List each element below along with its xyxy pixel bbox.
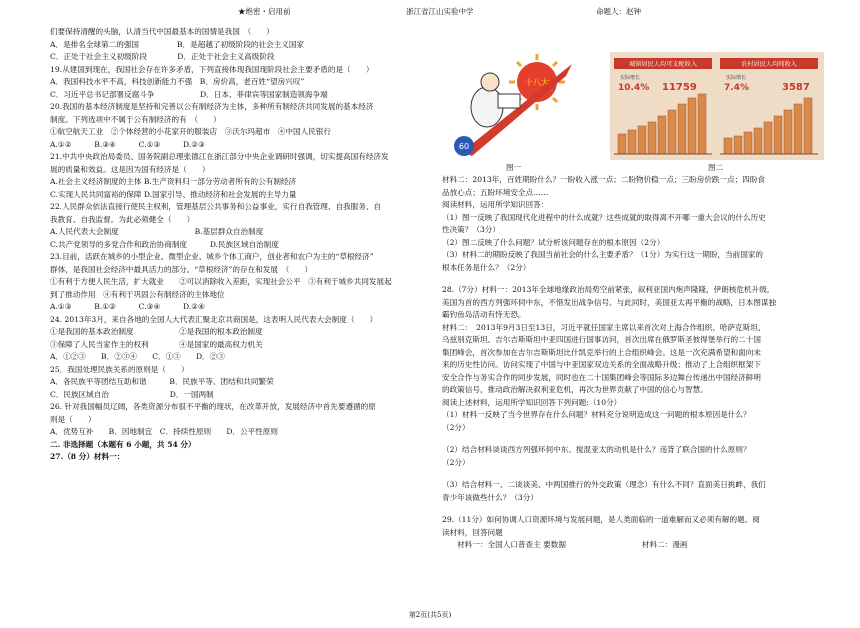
text-line: （1）图一反映了我国现代化进程中的什么成就？这些成就的取得离不开哪一重大会议的什么历史 [442,212,766,222]
text-line: 29.（11分）如何协调人口资源环境与发展问题，是人类面临的一道难解而又必须有解的题。阅 [442,515,760,524]
text-line: A.①② B.③④ C.①③ D.②③ [50,139,205,149]
text-line: 青少年该做些什么？（3分） [442,492,538,502]
figure1-caption: 图一 [506,163,522,172]
text-line: 则是（ ） [50,414,96,424]
text-line: （3）材料二的期盼反映了我国当前社会的什么主要矛盾？（1分）为实行这一期盼，当前国家的 [442,250,764,259]
text-line: 霸钓鱼岛活动有恃无恐。 [442,310,526,319]
text-line: 20.我国的基本经济制度是坚持和完善以公有制经济为主体，多种所有制经济共同发展的基本经济 [50,102,374,111]
text-line: 25．我国处理民族关系的原则是（ ） [50,364,189,374]
text-line: 材料一：全国人口普查主 要数据 材料二：漫画 [442,540,688,549]
text-line: A.人民代表大会制度 B.基层群众自治制度 [50,227,264,236]
text-line: A．各民族平等团结互助和谐 B．民族平等、团结和共同繁荣 [50,377,274,386]
text-line: 材料二： 2013年9月3日至13日，习近平就任国家主席以来首次对上海合作组织、哈萨克斯坦、 [442,322,766,332]
author-label: 命题人：赵钟 [596,7,641,16]
text-line: 安全合作与务实合作的同步发展，同时也在二十国集团峰会等国际多边舞台传递出中国经济鲜明 [442,372,761,382]
text-line: 乌兹别克斯坦、吉尔吉斯斯坦中亚四国进行国事访问，首次出席在俄罗斯圣彼得堡举行的二十国 [442,335,761,344]
text-line: C．正处于社会主义初级阶段 D．正处于社会主义高级阶段 [50,52,275,61]
text-line: 展的质量和效益。这是因为国有经济是（ ） [50,164,210,174]
text-line: C.实现人民共同富裕的保障 D.国家引导、推动经济和社会发展的主导力量 [50,189,297,199]
q29-lines [442,514,822,552]
text-line: 我教育、自我监督。为此必须健全（ ） [50,214,195,224]
text-line: 美国为首的西方列强环伺中东，不惜发出战争信号。与此同时，美国亚太再平衡的战略，日本图谋独 [442,297,777,307]
rural-value: 3587 [782,82,810,93]
page-footer: 第2页(共5页) [408,611,452,619]
text-line: A.社会主义经济制度的主体 B.生产资料归一部分劳动者所有的公有制经济 [50,177,297,186]
text-line: 19.从建国到现在，我国社会存在许多矛盾，下列直接体现我国现阶段社会主要矛盾的是（ ） [50,64,374,74]
text-line: 22.人民群众依法直接行使民主权利，管理基层公共事务和公益事业，实行自我管理、自我服务、自 [50,202,382,211]
figure-income-chart [610,52,824,160]
text-line: （3）结合材料一、二谈谈美、中两国推行的外交政策（理念）有什么不同？直面美日挑衅，我们 [442,480,766,489]
rural-growth-label: 实际增长 [726,75,747,81]
text-line: 们要保持清醒的头脑，认清当代中国最基本的国情是我国 （ ） [50,27,275,36]
text-line: 来的历史性访问。访问实现了中国与中亚国家双边关系的全面战略升级；推动了上合组织框架下 [442,360,761,369]
text-line: ①有利于方便人民生活，扩大就业 ②可以消除收入差距，实现社会公平 ③有利于城乡共同发展起 [50,277,392,286]
text-line: C.共产党领导的多党合作和政治协商制度 D.民族区域自治制度 [50,239,279,249]
text-line: （2分） [442,422,470,432]
text-line: 阅读材料，运用所学知识回答： [442,200,549,209]
text-line: A．①②③ B．②③④ C．①③ D．②③ [50,352,225,361]
right-column [442,174,822,552]
urban-growth-label: 实际增长 [620,75,641,81]
text-line: 材料二：2013年，百姓期盼什么？一盼收入涨一点；二盼物价稳一点；三盼房价跌一点；四盼食 [442,175,766,184]
text-line: （2）图二反映了什么问题？试分析该问题存在的根本原因（2分） [442,237,665,247]
rural-title: 农村居民人均纯收入 [741,61,797,68]
flag-label: 十八大 [525,78,549,87]
text-line: 的政策信号，推动政治解决叙利亚危机，再次为世界贡献了中国的信心与智慧。 [442,385,708,394]
school-name: 浙江省江山实验中学 [406,7,474,16]
q28-part3-lines [442,479,822,504]
left-question-lines [50,26,430,439]
q27-title: 27.（8 分）材料一： [50,452,125,461]
text-line: 21.中共中央政治局委员、国务院副总理张德江在浙江部分中央企业调研时强调，切实提高国有经济发 [50,152,389,161]
text-line: 23.目前，活跃在城乡的小型企业、微型企业、城乡个体工商户，创业者和农户为主的“草根经济” [50,252,374,261]
text-line: 根本任务是什么？（2分） [442,262,531,272]
section-title: 二. 非选择题（本题有 6 小题，共 54 分） [50,439,196,449]
left-column [50,26,430,464]
figure-cartoon [442,52,592,160]
text-line: 28.（7分）材料一：2013年全球地缘政治局势空前紧张，叙利亚国内炮声隆隆，伊朗核危机升级， [442,285,775,294]
text-line: 群体，是我国社会经济中最具活力的部分。“草根经济”的存在和发展 （ ） [50,264,313,274]
figure2-caption: 图二 [708,163,724,172]
text-line: 读材料，回答问题 [442,527,503,537]
text-line: 24. 2013年3月，来自各地的全国人大代表汇聚北京共商国是，这表明人民代表大会制度（ ） [50,314,378,324]
text-line: A．我国科技水平不高，科技创新能力不强 B．房价高，老百姓“望房兴叹” [50,77,305,86]
text-line: 性决策？（3分） [442,225,500,234]
q28-part2-lines [442,444,822,469]
text-line: A．优势互补 B．因地制宜 C．持续性原则 D．公平性原则 [50,427,278,436]
text-line: 26. 针对我国幅员辽阔，各类资源分布很不平衡的现状，在改革开放，发展经济中首先要遵循的原 [50,402,376,411]
text-line: C．民族区域自治 D．一国两制 [50,389,214,399]
text-line: ①是我国的基本政治制度 ②是我国的根本政治制度 [50,327,263,336]
text-line: A．是排名全球第二的强国 B．是超越了初级阶段的社会主义国家 [50,39,305,49]
text-line: 阅读上述材料，运用所学知识回答下列问题:（10分） [442,397,622,407]
text-line: A.①③ B.①② C.③④ D.②④ [50,302,205,311]
text-line: 品放心点；五盼环境安全点…… [442,187,549,197]
rural-growth: 7.4% [724,83,749,93]
urban-title: 城镇居民人均可支配收入 [628,61,698,68]
text-line: 制度。下列选项中不属于公有制经济的有 （ ） [50,114,221,124]
q27-material-lines [442,174,822,274]
secret-label: ★绝密・启用前 [238,7,291,16]
text-line: （2）结合材料谈谈西方列强环伺中东、搅混亚太的动机是什么？违背了联合国的什么原则？ [442,445,751,454]
q28-lines [442,284,822,434]
text-line: C．习近平总书记部署反腐斗争 D．日本、菲律宾等国家制造领海争端 [50,89,328,99]
text-line: 到了推动作用 ④有利于巩固公有制经济的主体地位 [50,289,225,299]
text-line: ③保障了人民当家作主的权利 ④是国家的最高权力机关 [50,339,263,349]
urban-growth: 10.4% [618,83,650,93]
text-line: （2分） [442,457,470,467]
text-line: 集团峰会，首次参加在吉尔吉斯斯坦比什凯克举行的上合组织峰会。这是一次充满希望和面向未 [442,347,761,357]
text-line: （1）材料一反映了当今世界存在什么问题？材料充分说明造成这一问题的根本原因是什么？ [442,410,751,419]
figure-row [442,52,832,170]
text-line: ①航空航天工业 ②个体经营的小花家开的服装店 ③沃尔玛超市 ④中国人民银行 [50,127,331,136]
urban-value: 11759 [662,82,697,93]
badge-60: 60 [458,142,470,151]
